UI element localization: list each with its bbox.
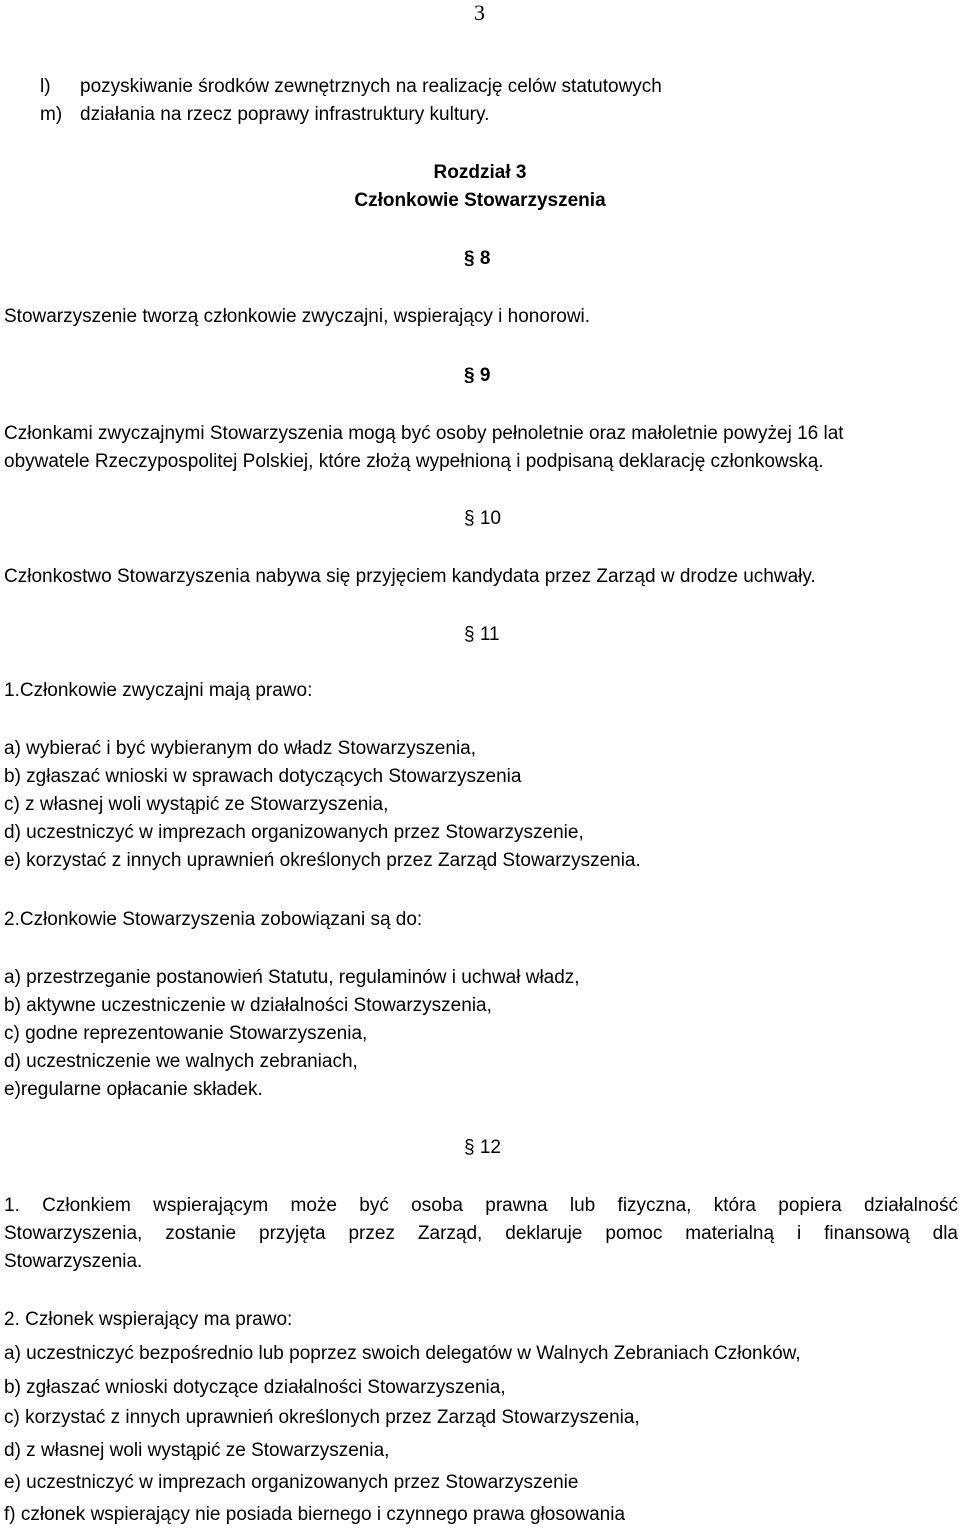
duties-intro: 2.Członkowie Stowarzyszenia zobowiązani są do: [4,909,423,930]
section-8-text: Stowarzyszenie tworzą członkowie zwyczajni, wspierający i honorowi. [4,306,591,327]
list-item-marker: l) [40,76,51,97]
list-item: c) korzystać z innych uprawnień określonych przez Zarząd Stowarzyszenia, [4,1407,640,1428]
list-item: c) z własnej woli wystąpić ze Stowarzyszenia, [4,794,389,815]
list-item: b) aktywne uczestniczenie w działalności Stowarzyszenia, [4,995,492,1016]
list-item: e) korzystać z innych uprawnień określonych przez Zarząd Stowarzyszenia. [4,850,641,871]
list-item: c) godne reprezentowanie Stowarzyszenia, [4,1023,368,1044]
list-item-marker: m) [40,104,63,125]
page-number: 3 [474,0,485,25]
paragraph-line: Stowarzyszenia, zostanie przyjęta przez Zarząd, deklaruje pomoc materialną i finansową dla [4,1223,958,1244]
list-item: pozyskiwanie środków zewnętrznych na realizację celów statutowych [80,76,662,97]
list-item: f) członek wspierający nie posiada biernego i czynnego prawa głosowania [4,1504,626,1525]
section-heading-9: § 9 [464,365,491,386]
section-10-text: Członkostwo Stowarzyszenia nabywa się przyjęciem kandydata przez Zarząd w drodze uchwały. [4,566,816,587]
paragraph-line: Stowarzyszenia. [4,1251,143,1272]
chapter-title: Członkowie Stowarzyszenia [354,190,606,211]
list-item: a) uczestniczyć bezpośrednio lub poprzez swoich delegatów w Walnych Zebraniach Członków, [4,1343,801,1364]
section-9-line: Członkami zwyczajnymi Stowarzyszenia mogą być osoby pełnoletnie oraz małoletnie powyżej 16 lat [4,423,844,444]
list-item: e) uczestniczyć w imprezach organizowanych przez Stowarzyszenie [4,1472,579,1493]
list-item: d) z własnej woli wystąpić ze Stowarzyszenia, [4,1440,390,1461]
list-item: e)regularne opłacanie składek. [4,1079,263,1100]
section-9-line: obywatele Rzeczypospolitej Polskiej, które złożą wypełnioną i podpisaną deklarację członkowską. [4,451,824,472]
list-item: d) uczestniczenie we walnych zebraniach, [4,1051,358,1072]
section-heading-11: § 11 [464,624,500,645]
section-heading-12: § 12 [464,1137,501,1158]
list-item: a) wybierać i być wybieranym do władz Stowarzyszenia, [4,738,477,759]
section-heading-10: § 10 [464,508,501,529]
list-item: b) zgłaszać wnioski w sprawach dotyczących Stowarzyszenia [4,766,522,787]
section-heading-8: § 8 [464,248,491,269]
list-item: działania na rzecz poprawy infrastruktury kultury. [80,104,490,125]
chapter-label: Rozdział 3 [433,162,527,183]
paragraph-line: 1. Członkiem wspierającym może być osoba prawna lub fizyczna, która popiera działalność [4,1195,958,1216]
list-item: b) zgłaszać wnioski dotyczące działalności Stowarzyszenia, [4,1377,506,1398]
supporting-rights-intro: 2. Członek wspierający ma prawo: [4,1309,293,1330]
rights-intro: 1.Członkowie zwyczajni mają prawo: [4,680,313,701]
list-item: a) przestrzeganie postanowień Statutu, regulaminów i uchwał władz, [4,967,580,988]
list-item: d) uczestniczyć w imprezach organizowanych przez Stowarzyszenie, [4,822,584,843]
